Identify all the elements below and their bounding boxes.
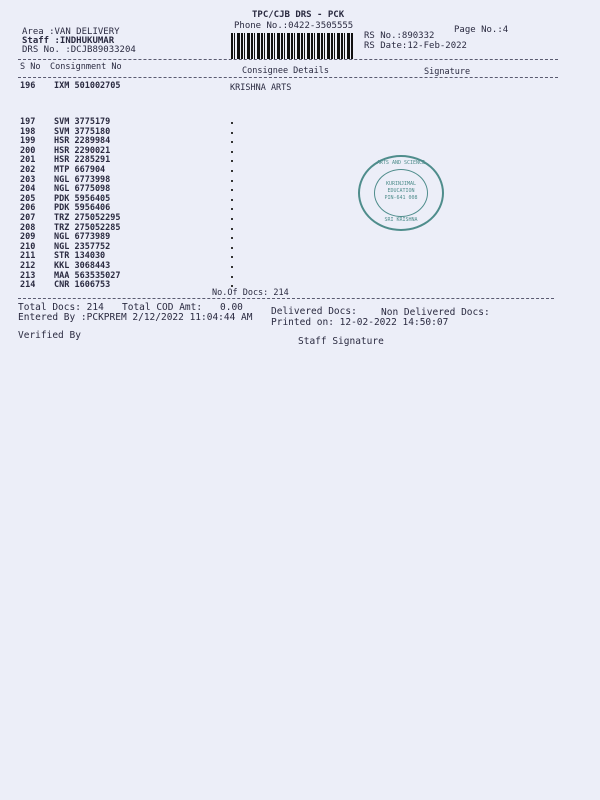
table-row [20,223,121,233]
row-sno: 206 [20,203,36,214]
staff-signature: Staff Signature [298,336,384,347]
row-consignment: MAA 563535027 [54,270,121,281]
signature-dot [231,247,233,249]
table-row [20,194,110,204]
row-consignment: KKL 3068443 [54,261,111,271]
table-row [20,184,110,194]
signature-dot [231,256,233,258]
table-row [20,280,110,290]
header-divider-top [18,59,558,60]
signature-dot [231,180,233,182]
row-sno: 197 [20,117,36,127]
row-consignment: TRZ 275052285 [54,222,121,233]
footer-divider [18,298,554,299]
barcode-image [231,33,353,59]
row-sno: 214 [20,280,36,291]
printed-on: Printed on: 12-02-2022 14:50:07 [271,317,449,328]
row-consignment: NGL 6773998 [54,174,111,185]
header-divider-bottom [18,77,558,78]
col-consignee: Consignee Details [242,66,329,76]
row-consignment: CNR 1606753 [54,280,111,291]
row-consignment: HSR 2285291 [54,155,111,166]
table-row [20,271,121,281]
signature-dot [231,141,233,143]
table-row [20,165,105,175]
row-sno: 208 [20,222,36,233]
row-consignment: IXM 501002705 [54,81,121,91]
signature-dot [231,285,233,287]
signature-dot [231,228,233,230]
stamp-bottom-text: SRI KRISHNA [384,217,418,223]
signature-dot [231,189,233,191]
col-signature: Signature [424,67,471,77]
signature-dot [231,122,233,124]
row-consignment: PDK 5956405 [54,193,111,204]
stamp-line1: KURINJIMAL [385,181,417,187]
table-row [20,127,110,137]
row-sno: 196 [20,81,36,91]
row-sno: 198 [20,126,36,137]
table-row [20,261,110,271]
table-row [20,251,105,261]
row-sno: 207 [20,213,36,223]
row-sno: 210 [20,241,36,252]
stamp-line3: PIN-641 008 [384,195,418,201]
rs-date: RS Date:12-Feb-2022 [364,41,467,51]
signature-dot [231,170,233,172]
row-sno: 201 [20,155,36,166]
table-row [20,232,110,242]
drs-number: DRS No. :DCJB89033204 [22,45,136,55]
row-consignment: HSR 2289984 [54,136,111,147]
signature-dot [231,237,233,239]
col-sno: S No [20,62,41,72]
total-docs: Total Docs: 214 [18,302,104,313]
table-row [20,146,110,156]
signature-dot [231,218,233,220]
col-consignment: Consignment No [50,62,122,72]
stamp-ring-text: ARTS AND SCIENCE [376,160,426,166]
row-sno: 212 [20,261,36,271]
signature-dot [231,199,233,201]
row-sno: 213 [20,270,36,281]
staff-field: Staff :INDHUKUMAR [22,36,115,46]
page-number: Page No.:4 [454,25,509,35]
row-sno: 204 [20,184,36,195]
table-row [20,81,121,91]
verified-by: Verified By [18,330,81,341]
row-consignment: MTP 667904 [54,165,106,175]
table-row [20,136,110,146]
row-consignment: TRZ 275052295 [54,213,121,223]
row-consignment: NGL 6773989 [54,232,111,243]
row-sno: 209 [20,232,36,243]
row-sno: 200 [20,145,36,156]
table-row [20,175,110,185]
document-title: TPC/CJB DRS - PCK [252,10,345,20]
rs-number: RS No.:890332 [364,31,435,41]
row-consignment: NGL 2357752 [54,241,111,252]
signature-dot [231,208,233,210]
row-consignment: STR 134030 [54,251,106,262]
table-row [20,155,110,165]
table-row [20,203,110,213]
row-consignment: HSR 2290021 [54,145,111,156]
table-row [20,213,121,223]
table-row [20,117,110,127]
row-consignee: KRISHNA ARTS [230,83,292,93]
stamp-line2: EDUCATION [387,188,415,194]
entered-by: Entered By :PCKPREM 2/12/2022 11:04:44 AM [18,312,253,323]
row-sno: 199 [20,136,36,147]
row-sno: 205 [20,193,36,204]
table-row [20,242,110,252]
row-consignment: SVM 3775180 [54,126,111,137]
phone-number: Phone No.:0422-3505555 [234,21,354,31]
non-delivered-docs: Non Delivered Docs: [381,307,490,318]
total-cod-label: Total COD Amt: [122,302,203,313]
signature-dot [231,151,233,153]
row-consignment: NGL 6775098 [54,184,111,195]
delivered-docs: Delivered Docs: [271,306,357,317]
no-of-docs: No.Of Docs: 214 [212,288,289,298]
row-sno: 211 [20,251,36,262]
total-cod-value: 0.00 [220,302,243,313]
signature-dot [231,276,233,278]
signature-dot [231,160,233,162]
row-sno: 202 [20,165,36,175]
row-consignment: SVM 3775179 [54,117,111,127]
signature-dot [231,132,233,134]
area-field: Area :VAN DELIVERY [22,27,120,37]
row-sno: 203 [20,174,36,185]
college-seal-stamp [358,155,444,231]
signature-dot [231,266,233,268]
row-consignment: PDK 5956406 [54,203,111,214]
